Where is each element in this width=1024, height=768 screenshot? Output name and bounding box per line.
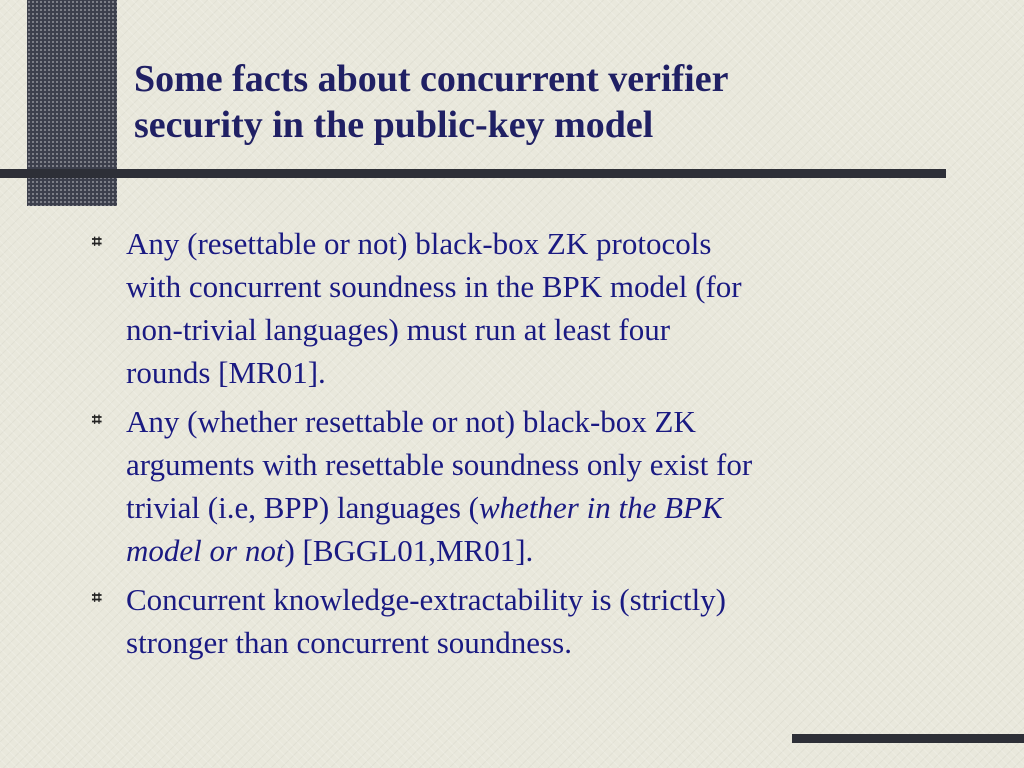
hash-bullet-icon — [92, 588, 106, 608]
bullet-2-line-1: Any (whether resettable or not) black-box ZK — [126, 404, 696, 439]
bullet-3-line-1: Concurrent knowledge-extractability is (strictly) — [126, 582, 727, 617]
bullet-item-2 — [92, 400, 952, 572]
bullet-1-line-3: non-trivial languages) must run at least four — [126, 312, 671, 347]
footer-divider — [792, 734, 1024, 743]
bullet-1-line-1: Any (resettable or not) black-box ZK protocols — [126, 226, 712, 261]
bullet-list — [92, 222, 952, 670]
title-divider — [0, 169, 946, 178]
bullet-2-line-3-text: trivial (i.e, BPP) languages ( — [126, 490, 479, 525]
slide-title — [134, 56, 994, 148]
bullet-1-line-4: rounds [MR01]. — [126, 355, 326, 390]
title-line-2: security in the public-key model — [134, 104, 654, 146]
bullet-2-line-2: arguments with resettable soundness only exist for — [126, 447, 753, 482]
bullet-1-line-2: with concurrent soundness in the BPK model (for — [126, 269, 742, 304]
bullet-3-line-2: stronger than concurrent soundness. — [126, 625, 572, 660]
bullet-2-line-3-italic: whether in the BPK — [479, 490, 723, 525]
bullet-2-line-4-text: ) [BGGL01,MR01]. — [284, 533, 534, 568]
title-line-1: Some facts about concurrent verifier — [134, 58, 729, 100]
hash-bullet-icon — [92, 410, 106, 430]
bullet-item-1 — [92, 222, 952, 394]
bullet-2-line-4-italic: model or not — [126, 533, 285, 568]
hash-bullet-icon — [92, 232, 106, 252]
bullet-item-3 — [92, 578, 952, 664]
